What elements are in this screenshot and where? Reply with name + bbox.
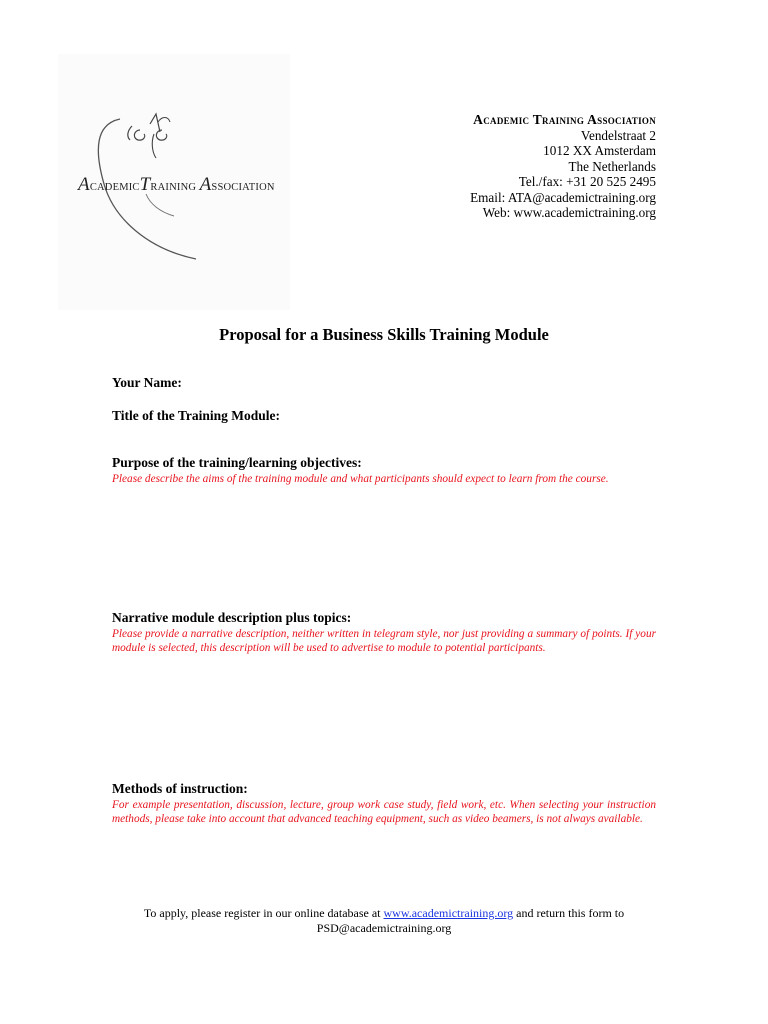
email-address: Email: ATA@academictraining.org <box>470 189 656 205</box>
your-name-label: Your Name: <box>112 375 182 390</box>
logo-wordmark: ACADEMICTRAINING ASSOCIATION <box>78 174 275 195</box>
street-address: Vendelstraat 2 <box>580 127 656 143</box>
city-postal: 1012 XX Amsterdam <box>543 143 656 158</box>
website: Web: www.academictraining.org <box>482 205 656 220</box>
methods-heading: Methods of instruction: <box>112 781 248 796</box>
purpose-heading: Purpose of the training/learning objectives: <box>112 455 362 470</box>
country: The Netherlands <box>568 158 656 174</box>
website-link[interactable]: www.academictraining.org <box>383 906 514 920</box>
phone-fax: Tel./fax: +31 20 525 2495 <box>518 174 656 189</box>
footer-instructions: To apply, please register in our online database at www.academictraining.org and return this form to PSD@academictraining.org <box>112 906 656 935</box>
purpose-hint: Please describe the aims of the training module and what participants should expect to learn from the course. <box>112 473 609 485</box>
footer-email: PSD@academictraining.org <box>316 920 452 935</box>
address-block <box>470 112 656 221</box>
organization-name: Academic Training Association <box>473 112 656 127</box>
module-title-label: Title of the Training Module: <box>112 408 281 423</box>
logo <box>58 54 290 310</box>
methods-hint: For example presentation, discussion, lecture, group work case study, field work, etc. When selecting your instruction methods, please take into account that advanced teaching equipment, such as video beamers, is not always available. <box>112 799 656 826</box>
document-title: Proposal for a Business Skills Training Module <box>219 325 549 344</box>
narrative-heading: Narrative module description plus topics: <box>112 610 352 625</box>
narrative-hint: Please provide a narrative description, neither written in telegram style, nor just providing a summary of points. If your module is selected, this description will be used to advertise to module to potential participants. <box>112 628 656 655</box>
